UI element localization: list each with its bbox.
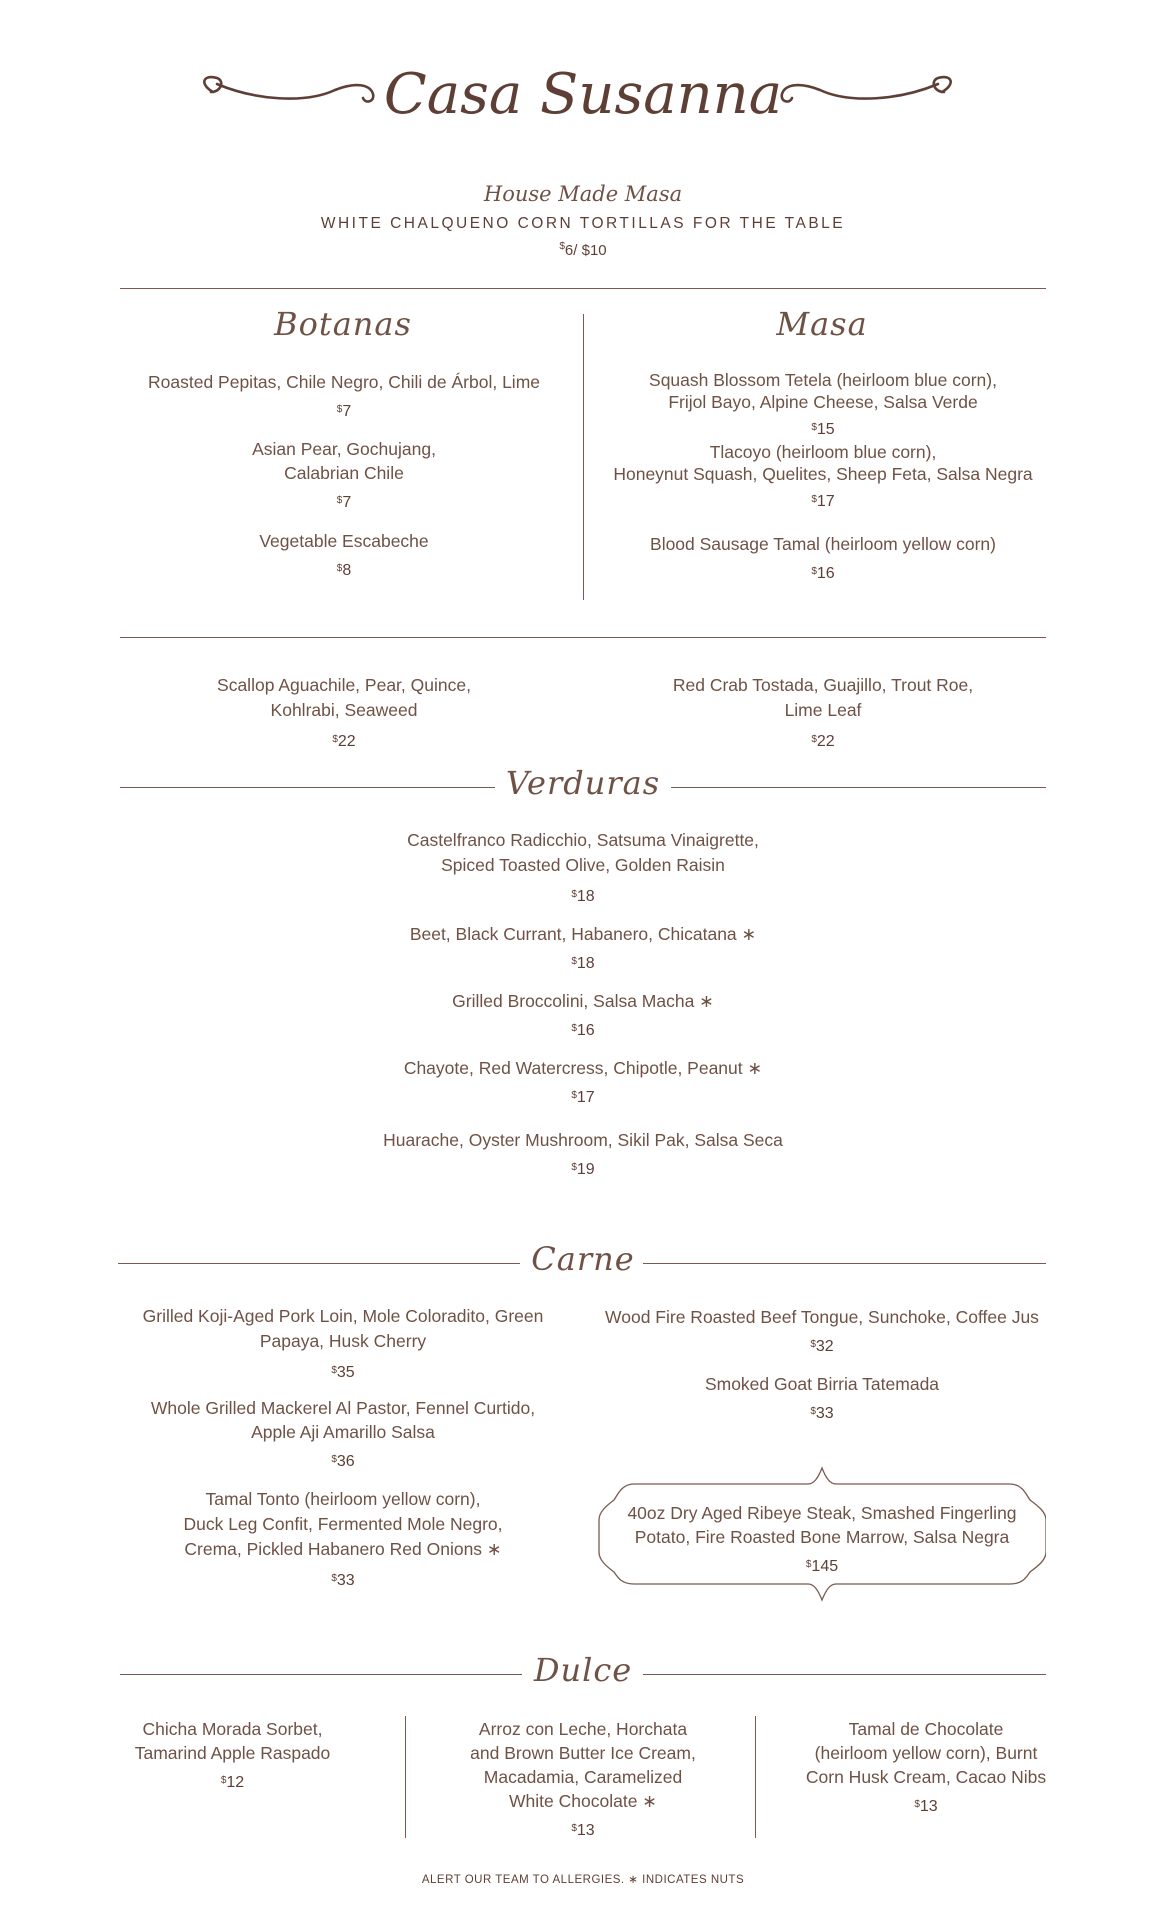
masa-header-subtitle: WHITE CHALQUENO CORN TORTILLAS FOR THE TABLE	[320, 215, 846, 232]
masa-header-price: $6/ $10	[559, 241, 607, 259]
menu-item-name: Beet, Black Currant, Habanero, Chicatana ∗	[409, 924, 757, 944]
menu-item-name: Tamal de Chocolate (heirloom yellow corn), Burnt Corn Husk Cream, Cacao Nibs	[805, 1719, 1047, 1787]
menu-item-price: $33	[810, 1405, 834, 1422]
menu-item-price: $7	[336, 403, 352, 420]
menu-item-name: Tlacoyo (heirloom blue corn), Honeynut Squash, Quelites, Sheep Feta, Salsa Negra	[613, 442, 1033, 484]
dulce-divider-2	[755, 1716, 756, 1838]
botanas-masa-divider	[583, 314, 584, 600]
menu-item-name: Blood Sausage Tamal (heirloom yellow corn)	[650, 534, 996, 554]
menu-item-price: $19	[571, 1161, 595, 1178]
menu-item-name: Smoked Goat Birria Tatemada	[704, 1374, 940, 1394]
menu-item-name: Tamal Tonto (heirloom yellow corn), Duck Leg Confit, Fermented Mole Negro, Crema, Pickled Habanero Red Onions ∗	[183, 1489, 503, 1559]
menu-item-name: Huarache, Oyster Mushroom, Sikil Pak, Salsa Seca	[383, 1130, 783, 1150]
menu-item-price: $18	[571, 955, 595, 972]
menu-item-price: $13	[914, 1798, 938, 1815]
menu-item	[120, 370, 568, 424]
menu-item-name: Grilled Broccolini, Salsa Macha ∗	[452, 991, 714, 1011]
menu-item-name: Vegetable Escabeche	[259, 531, 429, 551]
menu-item-price: $12	[220, 1774, 245, 1791]
left-flourish-ornament	[195, 70, 380, 120]
menu-item-price: $32	[810, 1338, 834, 1355]
menu-item-name: Arroz con Leche, Horchata and Brown Butter Ice Cream, Macadamia, Caramelized White Chocolate ∗	[470, 1719, 696, 1811]
menu-item	[598, 1372, 1046, 1426]
menu-item-name: Roasted Pepitas, Chile Negro, Chili de Árbol, Lime	[148, 372, 540, 392]
masa-header-title: House Made Masa	[483, 182, 683, 206]
menu-item	[438, 1717, 728, 1843]
menu-item	[600, 441, 1046, 513]
menu-item-price: $16	[811, 565, 835, 582]
menu-item	[600, 532, 1046, 586]
dulce-rule-left	[120, 1674, 522, 1675]
dulce-divider-1	[405, 1716, 406, 1838]
menu-item-name: Grilled Koji-Aged Pork Loin, Mole Coloradito, Green Papaya, Husk Cherry	[142, 1306, 544, 1351]
verduras-title: Verduras	[505, 764, 661, 802]
menu-item-name: Squash Blossom Tetela (heirloom blue corn), Frijol Bayo, Alpine Cheese, Salsa Verde	[649, 370, 997, 412]
masa-title: Masa	[776, 305, 868, 343]
menu-item-price: $17	[811, 493, 835, 510]
menu-item	[120, 437, 568, 515]
verduras-rule-right	[671, 787, 1046, 788]
menu-item	[283, 989, 883, 1043]
menu-item-name: Red Crab Tostada, Guajillo, Trout Roe, Lime Leaf	[672, 675, 974, 720]
feature-item-name: 40oz Dry Aged Ribeye Steak, Smashed Fingerling Potato, Fire Roasted Bone Marrow, Salsa Negra	[627, 1503, 1017, 1547]
menu-item-name: Castelfranco Radicchio, Satsuma Vinaigrette, Spiced Toasted Olive, Golden Raisin	[407, 830, 759, 875]
menu-item-price: $22	[811, 733, 835, 750]
menu-item	[118, 1487, 568, 1593]
menu-item	[120, 529, 568, 583]
menu-item-name: Asian Pear, Gochujang, Calabrian Chile	[252, 439, 436, 483]
menu-item-price: $35	[331, 1364, 355, 1381]
menu-item-price: $13	[571, 1822, 595, 1839]
menu-item-name: Wood Fire Roasted Beef Tongue, Sunchoke, Coffee Jus	[605, 1307, 1039, 1327]
menu-item	[283, 1056, 883, 1110]
allergy-note: ALERT OUR TEAM TO ALLERGIES. ∗ INDICATES NUTS	[421, 1874, 745, 1886]
menu-item	[598, 1305, 1046, 1359]
carne-rule-left	[118, 1263, 520, 1264]
menu-item-price: $16	[571, 1022, 595, 1039]
botanas-title: Botanas	[274, 305, 412, 343]
menu-item	[120, 673, 568, 754]
menu-item-price: $17	[571, 1089, 595, 1106]
menu-item	[115, 1717, 350, 1795]
menu-item-price: $7	[336, 494, 352, 511]
menu-item-price: $15	[811, 421, 835, 438]
carne-title: Carne	[531, 1240, 635, 1278]
menu-item	[283, 828, 883, 909]
menu-item-price: $33	[331, 1572, 355, 1589]
menu-item	[600, 673, 1046, 754]
currency-symbol: $	[559, 241, 565, 252]
menu-item	[600, 369, 1046, 441]
carne-rule-right	[643, 1263, 1046, 1264]
menu-item-price: $36	[331, 1453, 355, 1470]
menu-item	[118, 1304, 568, 1385]
menu-item-price: $8	[336, 562, 352, 579]
restaurant-name: Casa Susanna	[383, 62, 783, 127]
dulce-rule-right	[643, 1674, 1046, 1675]
menu-item	[283, 1128, 883, 1182]
menu-item-name: Scallop Aguachile, Pear, Quince, Kohlrabi, Seaweed	[217, 675, 471, 720]
verduras-rule-left	[120, 787, 495, 788]
menu-item-price: $18	[571, 888, 595, 905]
divider-top	[120, 288, 1046, 289]
dulce-title: Dulce	[533, 1651, 633, 1689]
menu-item-name: Whole Grilled Mackerel Al Pastor, Fennel Curtido, Apple Aji Amarillo Salsa	[150, 1398, 536, 1442]
feature-item-price: $145	[805, 1558, 839, 1575]
divider-crudos	[120, 637, 1046, 638]
menu-item-name: Chayote, Red Watercress, Chipotle, Peanut ∗	[403, 1058, 763, 1078]
menu-item	[283, 922, 883, 976]
right-flourish-ornament	[775, 70, 960, 120]
menu-item	[118, 1396, 568, 1474]
menu-item-price: $22	[332, 733, 356, 750]
feature-item	[600, 1501, 1044, 1579]
menu-item	[792, 1717, 1060, 1819]
menu-item-name: Chicha Morada Sorbet, Tamarind Apple Raspado	[134, 1719, 331, 1763]
